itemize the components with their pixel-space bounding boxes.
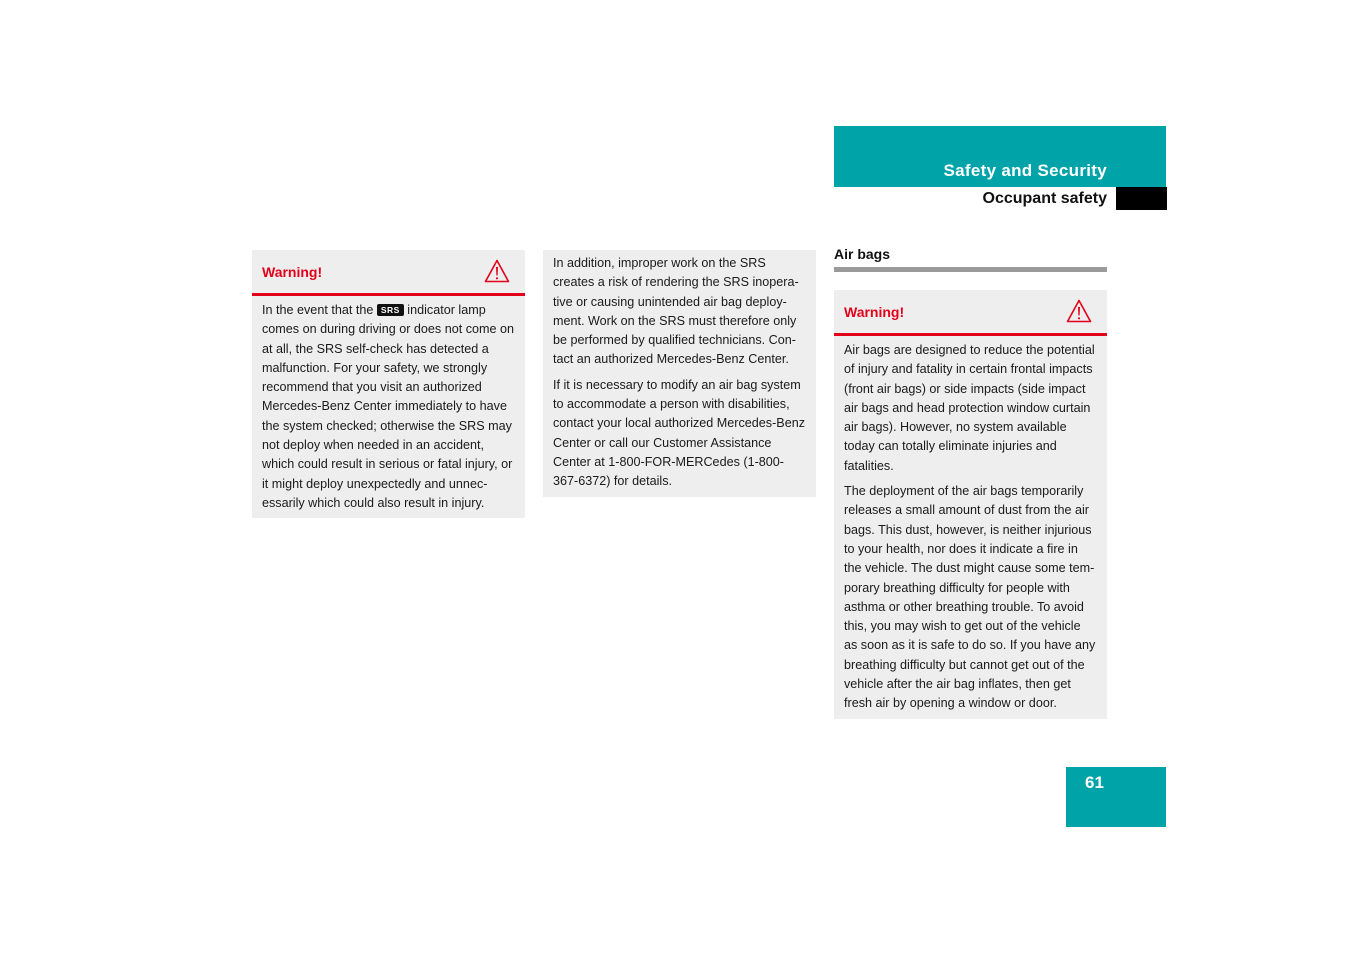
warning-header xyxy=(252,250,525,296)
chapter-header-bar xyxy=(834,126,1166,187)
warning-triangle-icon xyxy=(484,259,510,283)
chapter-title: Safety and Security xyxy=(943,161,1107,180)
paragraph: In addition, improper work on the SRS creates a risk of rendering the SRS inoperative or causing unintended air bag deployment. Work on the SRS must therefore only be performed by qualified technicians. Contact an authorized Mercedes-Benz Center. xyxy=(553,256,799,367)
warning-triangle-icon xyxy=(1066,299,1092,323)
air-bag-warning-box xyxy=(834,290,1107,719)
warning-body xyxy=(252,296,525,518)
srs-indicator-icon: SRS xyxy=(377,304,404,316)
paragraph: Air bags are designed to reduce the potential of injury and fatality in certain frontal impacts (front air bags) or side impacts (side impact air bags and head protection window curtain air bags). However, no system available today can totally eliminate injuries and fatalities. xyxy=(844,343,1095,473)
warning-body xyxy=(834,336,1107,719)
section-tab-marker xyxy=(1116,187,1167,210)
srs-warning-box xyxy=(252,250,525,518)
paragraph: The deployment of the air bags temporarily releases a small amount of dust from the air bags. This dust, however, is neither injurious to your health, nor does it indicate a fire in the vehicle. The dust might cause some temporary breathing difficulty for people with asthma or other breathing trouble. To avoid this, you may wish to get out of the vehicle as soon as it is safe to do so. If you have any breathing difficulty but cannot get out of the vehicle after the air bag inflates, then get fresh air by opening a window or door. xyxy=(844,484,1096,711)
srs-info-box xyxy=(543,250,816,497)
warning-title: Warning! xyxy=(262,264,323,280)
warning-header xyxy=(834,290,1107,336)
warning-text-start: In the event that the xyxy=(262,303,377,317)
section-title: Occupant safety xyxy=(982,190,1107,207)
warning-title: Warning! xyxy=(844,304,905,320)
page-number-box xyxy=(1066,767,1166,827)
warning-text-end: indicator lamp comes on during driving or does not come on at all, the SRS self-check has detected a malfunction. For your safety, we strongly recommend that you visit an authorized Mercedes-Benz Center immediately to have the system checked; otherwise the SRS may not deploy when needed in an accident, which could result in serious or fatal injury, or it might deploy unexpectedly and unnecessarily which could also result in injury. xyxy=(262,303,515,510)
paragraph: If it is necessary to modify an air bag system to accommodate a person with disabilities, contact your local authorized Mercedes-Benz Center or call our Customer Assistance Center at 1-800-FOR-MERCedes (1-800-367-6372) for details. xyxy=(553,377,806,489)
air-bags-heading: Air bags xyxy=(834,246,1107,272)
page-number: 61 xyxy=(1085,773,1104,792)
warning-text xyxy=(252,301,525,513)
